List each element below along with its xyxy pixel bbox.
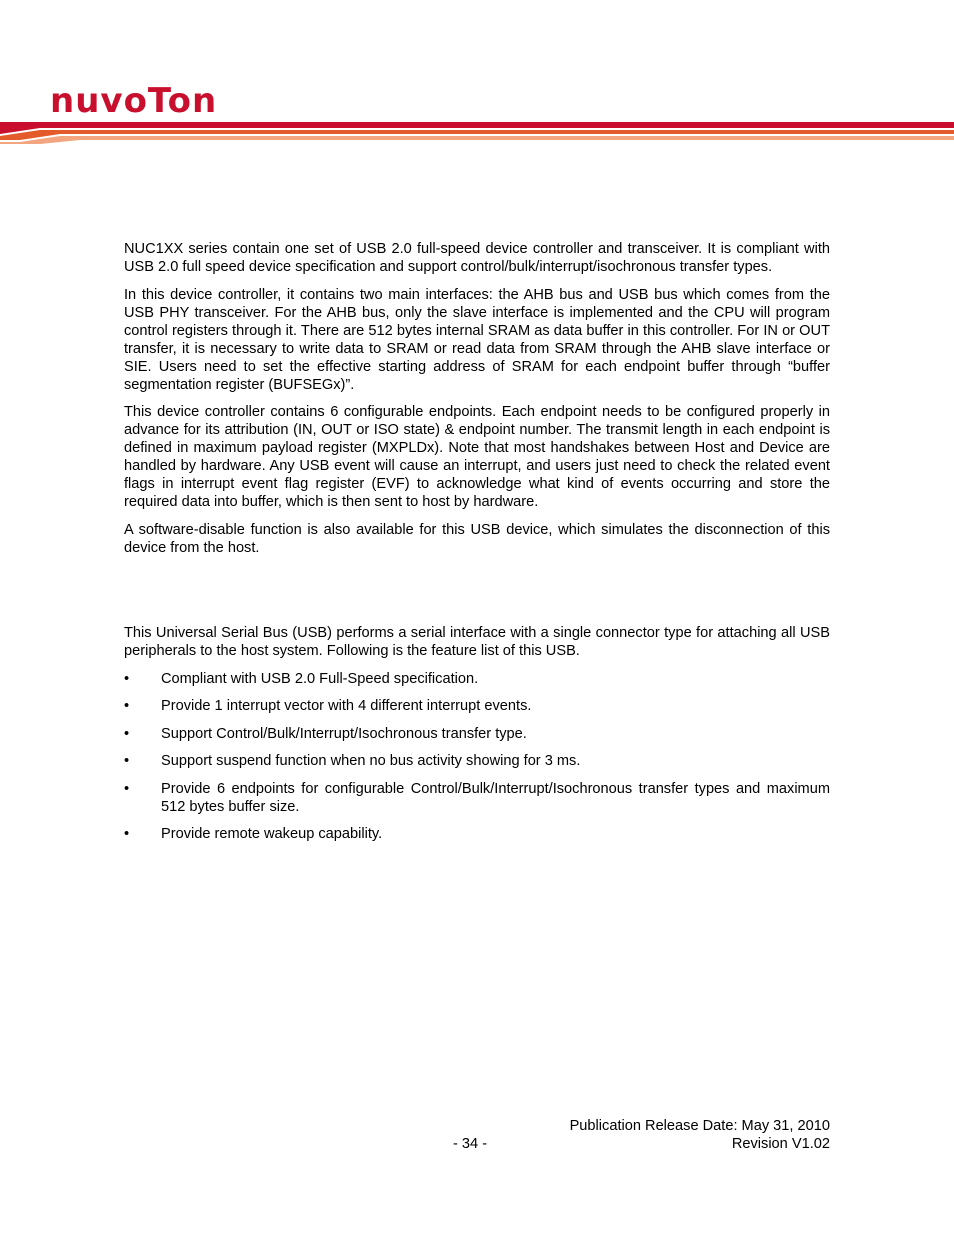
- overview-paragraph-1: NUC1XX series contain one set of USB 2.0 full-speed device controller and transceiver. It is compliant with USB 2.0 full speed device specification and support control/bulk/interrupt/isochronous transfer types.: [124, 241, 830, 275]
- list-item: • Support suspend function when no bus activity showing for 3 ms.: [124, 753, 581, 769]
- features-intro: This Universal Serial Bus (USB) performs a serial interface with a single connector type for attaching all USB peripherals to the host system. Following is the feature list of this USB.: [124, 625, 830, 659]
- header-bands: [0, 118, 954, 148]
- release-date: Publication Release Date: May 31, 2010: [569, 1118, 830, 1134]
- bullet-icon: •: [124, 670, 130, 687]
- overview-paragraph-2: In this device controller, it contains two main interfaces: the AHB bus and USB bus which comes from the USB PHY transceiver. For the AHB bus, only the slave interface is implemented and the CPU will program control registers through it. There are 512 bytes internal SRAM as data buffer in this controller. For IN or OUT transfer, it is necessary to write data to SRAM or read data from SRAM through the AHB slave interface or SIE. Users need to set the effective starting address of SRAM for each endpoint buffer through “buffer segmentation register (BUFSEGx)”.: [124, 286, 830, 393]
- list-item: • Provide remote wakeup capability.: [124, 826, 383, 842]
- list-item: • Support Control/Bulk/Interrupt/Isochronous transfer type.: [124, 725, 527, 742]
- list-item: • Compliant with USB 2.0 Full-Speed specification.: [124, 670, 479, 687]
- page-body: [124, 240, 830, 853]
- page-number: - 34 -: [453, 1136, 488, 1152]
- overview-paragraph-3: This device controller contains 6 configurable endpoints. Each endpoint needs to be configured properly in advance for its attribution (IN, OUT or ISO state) & endpoint number. The transmit length in each endpoint is defined in maximum payload register (MXPLDx). Note that most handshakes between Host and Device are handled by hardware. Any USB event will cause an interrupt, and users just need to check the related event flags in interrupt event flag register (EVF) to acknowledge what kind of events occurring and store the required data into buffer, which is then sent to host by hardware.: [124, 404, 830, 510]
- revision: Revision V1.02: [731, 1136, 830, 1152]
- bullet-icon: •: [124, 725, 130, 742]
- list-item: • Provide 1 interrupt vector with 4 different interrupt events.: [124, 698, 532, 714]
- section-gap: [124, 566, 830, 624]
- bullet-icon: •: [124, 698, 130, 714]
- list-item: • Provide 6 endpoints for configurable Control/Bulk/Interrupt/Isochronous transfer types and maximum 512 bytes buffer size.: [124, 780, 830, 815]
- feature-list: [124, 670, 830, 844]
- bullet-icon: •: [124, 826, 130, 842]
- bullet-icon: •: [124, 753, 130, 769]
- page-header: [0, 0, 954, 160]
- overview-paragraph-4: A software-disable function is also available for this USB device, which simulates the disconnection of this device from the host.: [124, 521, 830, 556]
- bullet-icon: •: [124, 780, 130, 797]
- page-footer: [124, 1117, 830, 1153]
- svg-text:nuvoTon: nuvoTon: [50, 82, 218, 121]
- nuvoton-logo: [50, 82, 312, 122]
